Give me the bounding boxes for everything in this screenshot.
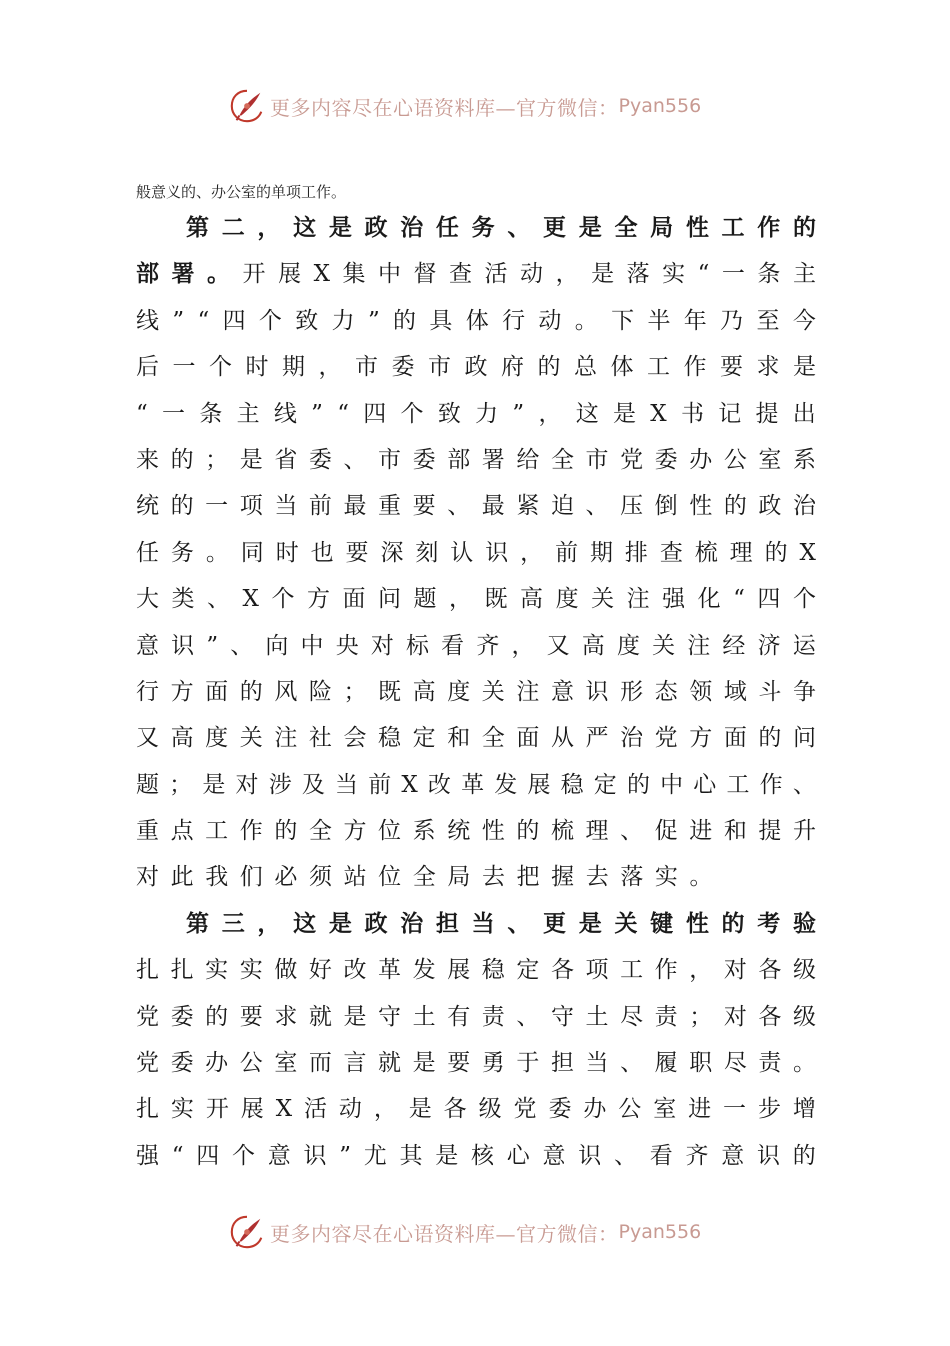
text-line: 重 点 工 作 的 全 方 位 系 统 性 的 梳 理 、 促 进 和 提 升 (136, 818, 816, 845)
text-line: 统 的 一 项 当 前 最 重 要 、 最 紧 迫 、 压 倒 性 的 政 治 (136, 493, 816, 520)
text-line: 意 识 ” 、 向 中 央 对 标 看 齐 ， 又 高 度 关 注 经 济 运 (136, 632, 816, 659)
quill-pen-logo (228, 1213, 266, 1251)
text-line: 第 三 ， 这 是 政 治 担 当 、 更 是 关 键 性 的 考 验 (186, 909, 816, 937)
text-line: 后 一 个 时 期 ， 市 委 市 政 府 的 总 体 工 作 要 求 是 (136, 354, 816, 381)
text-line: 党 委 的 要 求 就 是 守 土 有 责 、 守 土 尽 责 ； 对 各 级 (136, 1003, 816, 1030)
body-paragraphs (136, 205, 816, 1179)
text-line: 第 二 ， 这 是 政 治 任 务 、 更 是 全 局 性 工 作 的 (186, 214, 816, 241)
continued-text-line: 般意义的、办公室的单项工作。 (136, 183, 347, 201)
text-line: 线 ” “ 四 个 致 力 ” 的 具 体 行 动 。 下 半 年 乃 至 今 (136, 307, 816, 334)
text-line: 行 方 面 的 风 险 ； 既 高 度 关 注 意 识 形 态 领 域 斗 争 (136, 678, 816, 705)
watermark-wechat-id: Pyan556 (618, 95, 702, 117)
text-line: 又 高 度 关 注 社 会 稳 定 和 全 面 从 严 治 党 方 面 的 问 (136, 725, 816, 752)
text-line: 对 此 我 们 必 须 站 位 全 局 去 把 握 去 落 实 。 (136, 864, 713, 891)
footer-watermark (228, 1212, 701, 1252)
text-line: 强 “ 四 个 意 识 ” 尤 其 是 核 心 意 识 、 看 齐 意 识 的 (136, 1142, 816, 1169)
text-line: 扎 扎 实 实 做 好 改 革 发 展 稳 定 各 项 工 作 ， 对 各 级 (136, 957, 816, 984)
text-line: 来 的 ； 是 省 委 、 市 委 部 署 给 全 市 党 委 办 公 室 系 (136, 446, 816, 473)
text-line: 任 务 。 同 时 也 要 深 刻 认 识 ， 前 期 排 查 梳 理 的 X (136, 539, 816, 566)
text-line: 党 委 办 公 室 而 言 就 是 要 勇 于 担 当 、 履 职 尽 责 。 (136, 1050, 816, 1077)
text-line: 题 ； 是 对 涉 及 当 前 X 改 革 发 展 稳 定 的 中 心 工 作 、 (136, 771, 816, 798)
watermark-text: 更多内容尽在心语资料库—官方微信： (270, 1221, 619, 1246)
watermark-wechat-id: Pyan556 (618, 1221, 702, 1243)
header-watermark (228, 86, 701, 126)
text-line: 大 类 、 X 个 方 面 问 题 ， 既 高 度 关 注 强 化 “ 四 个 (136, 586, 816, 613)
quill-pen-logo (228, 87, 266, 125)
text-line: “ 一 条 主 线 ” “ 四 个 致 力 ” ， 这 是 X 书 记 提 出 (136, 400, 816, 427)
watermark-text: 更多内容尽在心语资料库—官方微信： (270, 95, 619, 120)
text-line: 扎 实 开 展 X 活 动 ， 是 各 级 党 委 办 公 室 进 一 步 增 (136, 1096, 816, 1123)
text-line: 部 署 。 开 展 X 集 中 督 查 活 动 ， 是 落 实 “ 一 条 主 (136, 260, 816, 288)
